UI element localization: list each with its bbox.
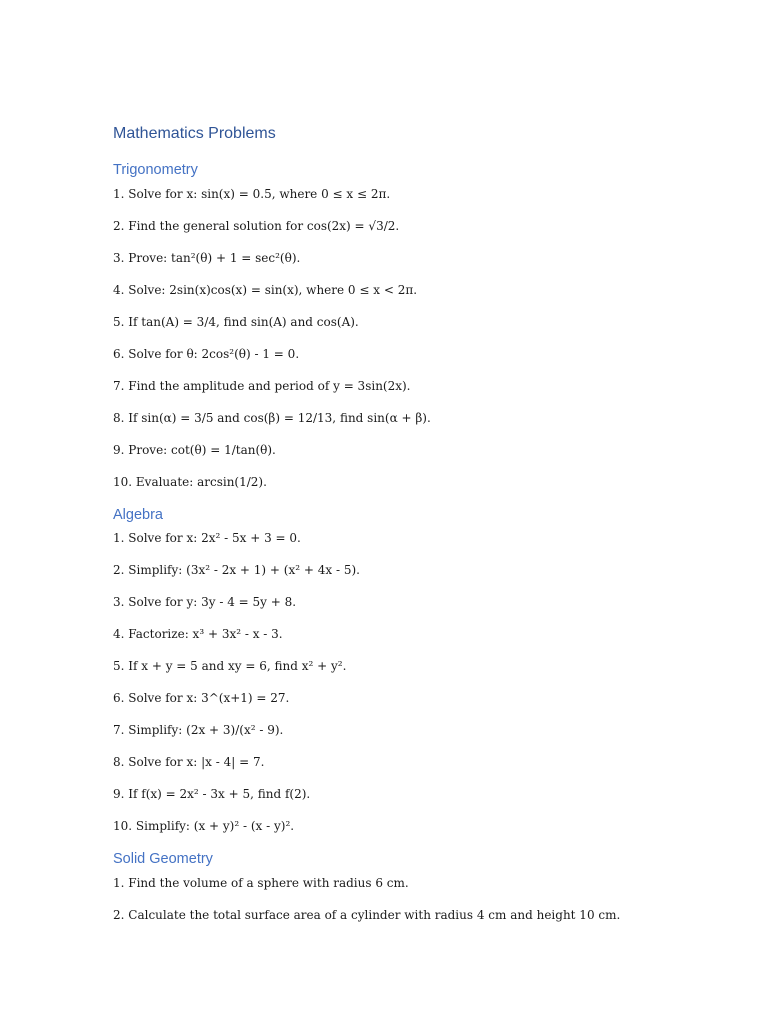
section-heading-solid-geometry: Solid Geometry — [113, 851, 213, 867]
problem-item: 3. Solve for y: 3y - 4 = 5y + 8. — [113, 595, 297, 609]
problem-item: 9. If f(x) = 2x² - 3x + 5, find f(2). — [113, 787, 311, 801]
problem-list-trigonometry — [113, 185, 431, 505]
document-title: Mathematics Problems — [113, 125, 276, 142]
problem-list-algebra — [113, 529, 360, 849]
problem-item: 7. Find the amplitude and period of y = 3sin(2x). — [113, 379, 411, 393]
problem-item: 4. Factorize: x³ + 3x² - x - 3. — [113, 627, 283, 641]
problem-item: 4. Solve: 2sin(x)cos(x) = sin(x), where 0 ≤ x < 2π. — [113, 283, 418, 297]
problem-item: 9. Prove: cot(θ) = 1/tan(θ). — [113, 443, 276, 457]
problem-item: 1. Solve for x: 2x² - 5x + 3 = 0. — [113, 531, 301, 545]
problem-item: 6. Solve for x: 3^(x+1) = 27. — [113, 691, 290, 705]
section-heading-algebra: Algebra — [113, 507, 163, 523]
problem-item: 10. Simplify: (x + y)² - (x - y)². — [113, 819, 295, 833]
problem-item: 5. If x + y = 5 and xy = 6, find x² + y². — [113, 659, 347, 673]
problem-item: 2. Simplify: (3x² - 2x + 1) + (x² + 4x - 5). — [113, 563, 360, 577]
problem-item: 8. If sin(α) = 3/5 and cos(β) = 12/13, find sin(α + β). — [113, 411, 431, 425]
problem-item: 8. Solve for x: |x - 4| = 7. — [113, 755, 265, 769]
problem-item: 6. Solve for θ: 2cos²(θ) - 1 = 0. — [113, 347, 300, 361]
problem-item: 10. Evaluate: arcsin(1/2). — [113, 475, 267, 489]
problem-item: 3. Prove: tan²(θ) + 1 = sec²(θ). — [113, 251, 301, 265]
section-heading-trigonometry: Trigonometry — [113, 162, 198, 178]
problem-item: 2. Calculate the total surface area of a cylinder with radius 4 cm and height 10 cm. — [113, 908, 621, 922]
problem-item: 7. Simplify: (2x + 3)/(x² - 9). — [113, 723, 284, 737]
problem-item: 2. Find the general solution for cos(2x) = √3/2. — [113, 219, 400, 233]
problem-item: 1. Find the volume of a sphere with radius 6 cm. — [113, 876, 409, 890]
problem-item: 1. Solve for x: sin(x) = 0.5, where 0 ≤ x ≤ 2π. — [113, 187, 391, 201]
problem-item: 5. If tan(A) = 3/4, find sin(A) and cos(A). — [113, 315, 359, 329]
problem-list-solid-geometry — [113, 874, 620, 938]
